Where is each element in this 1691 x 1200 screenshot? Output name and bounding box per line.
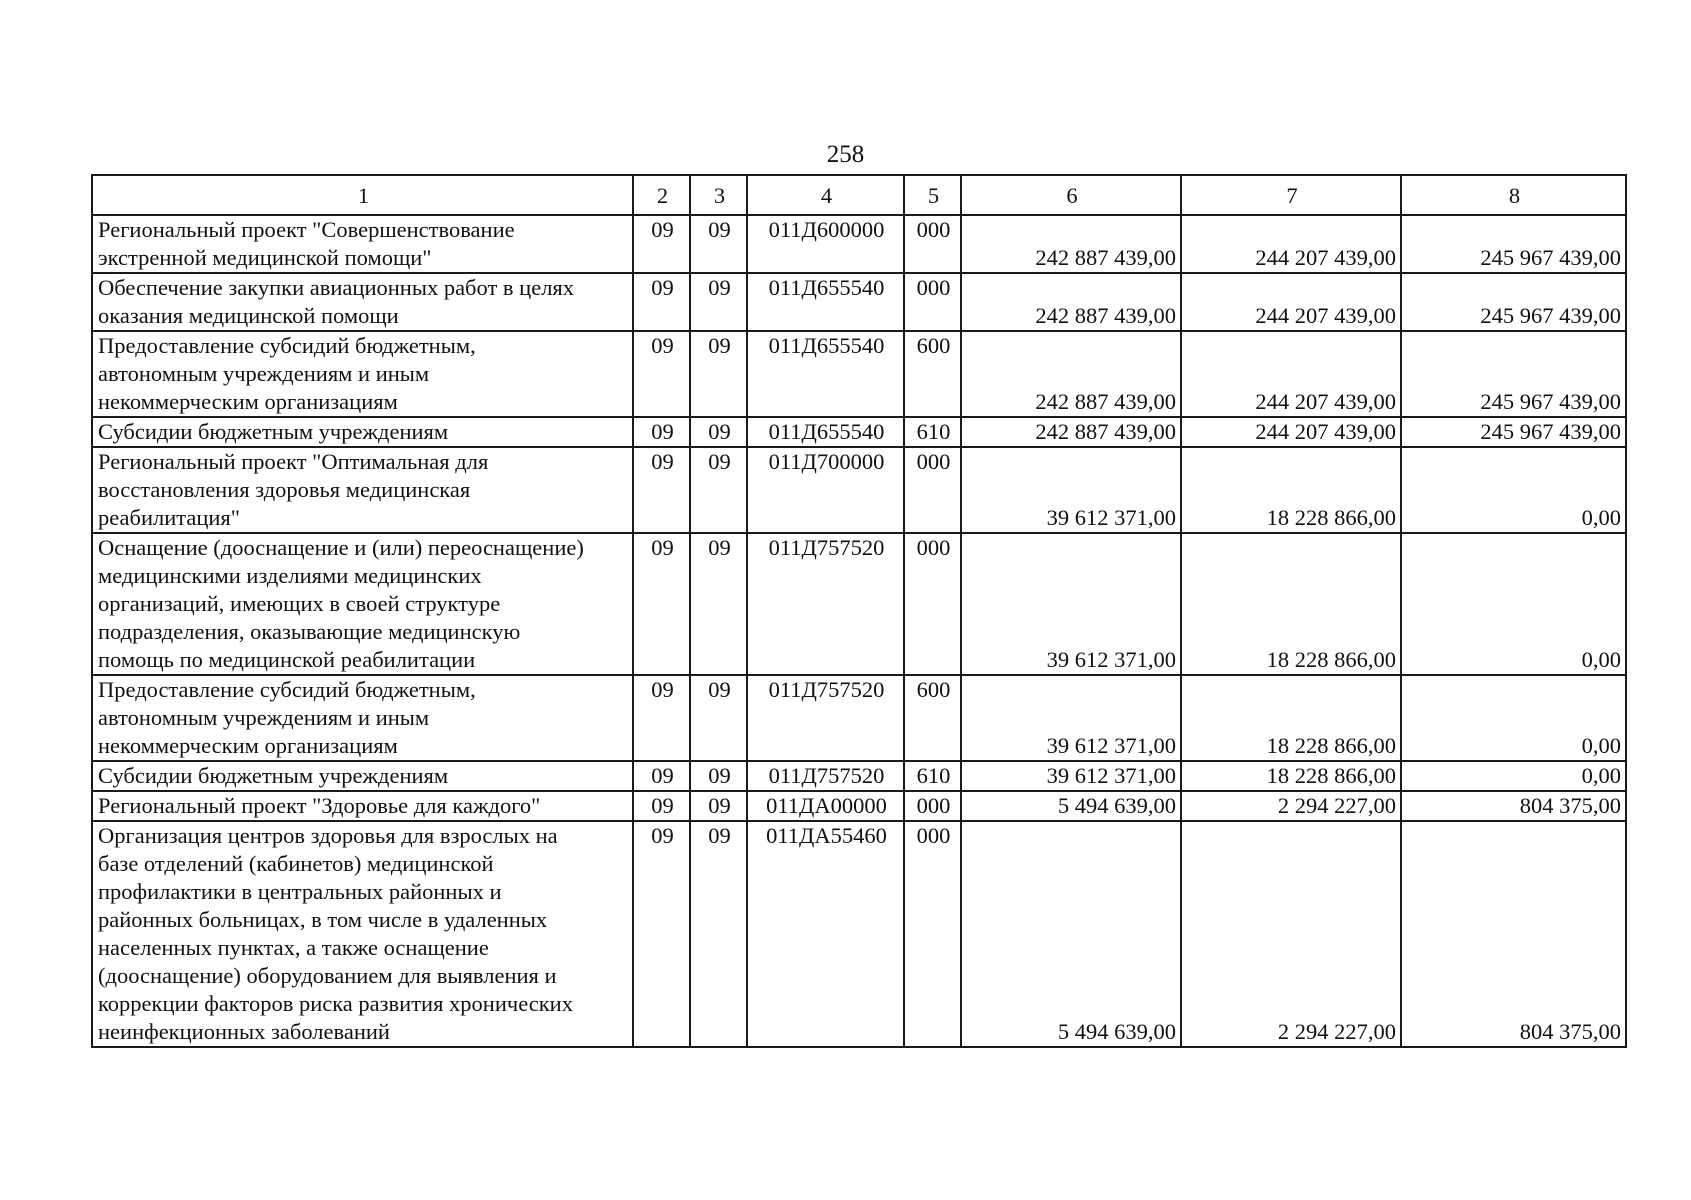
section-code: 09 (633, 215, 690, 273)
row-name-line: медицинскими изделиями медицинских (98, 563, 482, 588)
row-name (92, 791, 633, 821)
subsection-code: 09 (690, 761, 747, 791)
amount-col-6: 242 887 439,00 (961, 215, 1181, 273)
row-name-line: Субсидии бюджетным учреждениям (98, 419, 449, 444)
expense-type-code: 610 (904, 417, 961, 447)
subsection-code: 09 (690, 533, 747, 675)
row-name-line: помощь по медицинской реабилитации (98, 647, 476, 672)
amount-col-8: 804 375,00 (1401, 791, 1626, 821)
section-code: 09 (633, 273, 690, 331)
amount-col-8: 0,00 (1401, 533, 1626, 675)
row-name (92, 675, 633, 761)
amount-col-8: 0,00 (1401, 761, 1626, 791)
subsection-code: 09 (690, 215, 747, 273)
row-name-line: Предоставление субсидий бюджетным, (98, 333, 476, 358)
table-row (92, 791, 1626, 821)
subsection-code: 09 (690, 675, 747, 761)
column-header: 5 (904, 175, 961, 215)
amount-col-8: 245 967 439,00 (1401, 331, 1626, 417)
section-code: 09 (633, 821, 690, 1047)
table-row (92, 533, 1626, 675)
row-name (92, 417, 633, 447)
column-header: 1 (92, 175, 633, 215)
table-row (92, 821, 1626, 1047)
row-name-line: Региональный проект "Оптимальная для (98, 449, 489, 474)
amount-col-6: 39 612 371,00 (961, 533, 1181, 675)
row-name-line: оказания медицинской помощи (98, 303, 399, 328)
expense-type-code: 000 (904, 533, 961, 675)
amount-col-6: 39 612 371,00 (961, 761, 1181, 791)
page-number: 258 (826, 141, 865, 168)
subsection-code: 09 (690, 417, 747, 447)
amount-col-7: 2 294 227,00 (1181, 821, 1401, 1047)
row-name-line: некоммерческим организациям (98, 733, 398, 758)
row-name (92, 331, 633, 417)
amount-col-8: 245 967 439,00 (1401, 273, 1626, 331)
row-name-line: коррекции факторов риска развития хронических (98, 991, 573, 1016)
table-row (92, 215, 1626, 273)
row-name (92, 821, 633, 1047)
budget-table (91, 174, 1627, 1048)
amount-col-8: 804 375,00 (1401, 821, 1626, 1047)
row-name-line: Предоставление субсидий бюджетным, (98, 677, 476, 702)
amount-col-6: 39 612 371,00 (961, 447, 1181, 533)
row-name-line: экстренной медицинской помощи" (98, 245, 432, 270)
row-name-line: Оснащение (дооснащение и (или) переоснащение) (98, 535, 584, 560)
row-name-line: населенных пунктах, а также оснащение (98, 935, 489, 960)
row-name-line: районных больницах, в том числе в удаленных (98, 907, 548, 932)
amount-col-7: 244 207 439,00 (1181, 417, 1401, 447)
column-header: 6 (961, 175, 1181, 215)
row-name-line: Региональный проект "Совершенствование (98, 217, 515, 242)
amount-col-7: 18 228 866,00 (1181, 533, 1401, 675)
row-name-line: восстановления здоровья медицинская (98, 477, 471, 502)
subsection-code: 09 (690, 447, 747, 533)
amount-col-6: 242 887 439,00 (961, 273, 1181, 331)
target-article-code: 011ДА00000 (747, 791, 904, 821)
row-name-line: Субсидии бюджетным учреждениям (98, 763, 449, 788)
amount-col-8: 0,00 (1401, 675, 1626, 761)
expense-type-code: 000 (904, 215, 961, 273)
target-article-code: 011Д600000 (747, 215, 904, 273)
column-header: 3 (690, 175, 747, 215)
row-name (92, 273, 633, 331)
expense-type-code: 000 (904, 821, 961, 1047)
table-row (92, 675, 1626, 761)
amount-col-6: 5 494 639,00 (961, 821, 1181, 1047)
row-name (92, 761, 633, 791)
expense-type-code: 610 (904, 761, 961, 791)
row-name-line: базе отделений (кабинетов) медицинской (98, 851, 494, 876)
target-article-code: 011Д655540 (747, 417, 904, 447)
subsection-code: 09 (690, 273, 747, 331)
row-name-line: Организация центров здоровья для взрослых на (98, 823, 558, 848)
expense-type-code: 000 (904, 273, 961, 331)
section-code: 09 (633, 447, 690, 533)
subsection-code: 09 (690, 791, 747, 821)
expense-type-code: 000 (904, 791, 961, 821)
row-name-line: подразделения, оказывающие медицинскую (98, 619, 521, 644)
column-header: 7 (1181, 175, 1401, 215)
amount-col-7: 18 228 866,00 (1181, 675, 1401, 761)
expense-type-code: 600 (904, 675, 961, 761)
section-code: 09 (633, 331, 690, 417)
target-article-code: 011Д655540 (747, 331, 904, 417)
row-name-line: организаций, имеющих в своей структуре (98, 591, 501, 616)
target-article-code: 011Д757520 (747, 675, 904, 761)
table-row (92, 417, 1626, 447)
section-code: 09 (633, 417, 690, 447)
target-article-code: 011Д700000 (747, 447, 904, 533)
target-article-code: 011Д757520 (747, 533, 904, 675)
row-name (92, 447, 633, 533)
amount-col-6: 242 887 439,00 (961, 417, 1181, 447)
expense-type-code: 000 (904, 447, 961, 533)
target-article-code: 011ДА55460 (747, 821, 904, 1047)
table-row (92, 331, 1626, 417)
section-code: 09 (633, 791, 690, 821)
row-name-line: неинфекционных заболеваний (98, 1019, 390, 1044)
table-row (92, 761, 1626, 791)
section-code: 09 (633, 533, 690, 675)
amount-col-6: 5 494 639,00 (961, 791, 1181, 821)
amount-col-7: 18 228 866,00 (1181, 447, 1401, 533)
row-name-line: автономным учреждениям и иным (98, 361, 430, 386)
amount-col-7: 244 207 439,00 (1181, 273, 1401, 331)
column-header: 4 (747, 175, 904, 215)
section-code: 09 (633, 761, 690, 791)
row-name-line: Обеспечение закупки авиационных работ в целях (98, 275, 575, 300)
amount-col-6: 39 612 371,00 (961, 675, 1181, 761)
row-name-line: автономным учреждениям и иным (98, 705, 430, 730)
target-article-code: 011Д655540 (747, 273, 904, 331)
table-row (92, 447, 1626, 533)
amount-col-8: 0,00 (1401, 447, 1626, 533)
column-header: 8 (1401, 175, 1626, 215)
amount-col-7: 18 228 866,00 (1181, 761, 1401, 791)
subsection-code: 09 (690, 331, 747, 417)
row-name (92, 215, 633, 273)
amount-col-8: 245 967 439,00 (1401, 417, 1626, 447)
amount-col-6: 242 887 439,00 (961, 331, 1181, 417)
amount-col-8: 245 967 439,00 (1401, 215, 1626, 273)
row-name (92, 533, 633, 675)
row-name-line: профилактики в центральных районных и (98, 879, 502, 904)
table-row (92, 273, 1626, 331)
row-name-line: Региональный проект "Здоровье для каждого" (98, 793, 541, 818)
section-code: 09 (633, 675, 690, 761)
amount-col-7: 244 207 439,00 (1181, 215, 1401, 273)
column-header: 2 (633, 175, 690, 215)
row-name-line: некоммерческим организациям (98, 389, 398, 414)
row-name-line: реабилитация" (98, 505, 240, 530)
amount-col-7: 244 207 439,00 (1181, 331, 1401, 417)
subsection-code: 09 (690, 821, 747, 1047)
table-header-row (92, 175, 1626, 215)
target-article-code: 011Д757520 (747, 761, 904, 791)
row-name-line: (дооснащение) оборудованием для выявления и (98, 963, 557, 988)
amount-col-7: 2 294 227,00 (1181, 791, 1401, 821)
expense-type-code: 600 (904, 331, 961, 417)
